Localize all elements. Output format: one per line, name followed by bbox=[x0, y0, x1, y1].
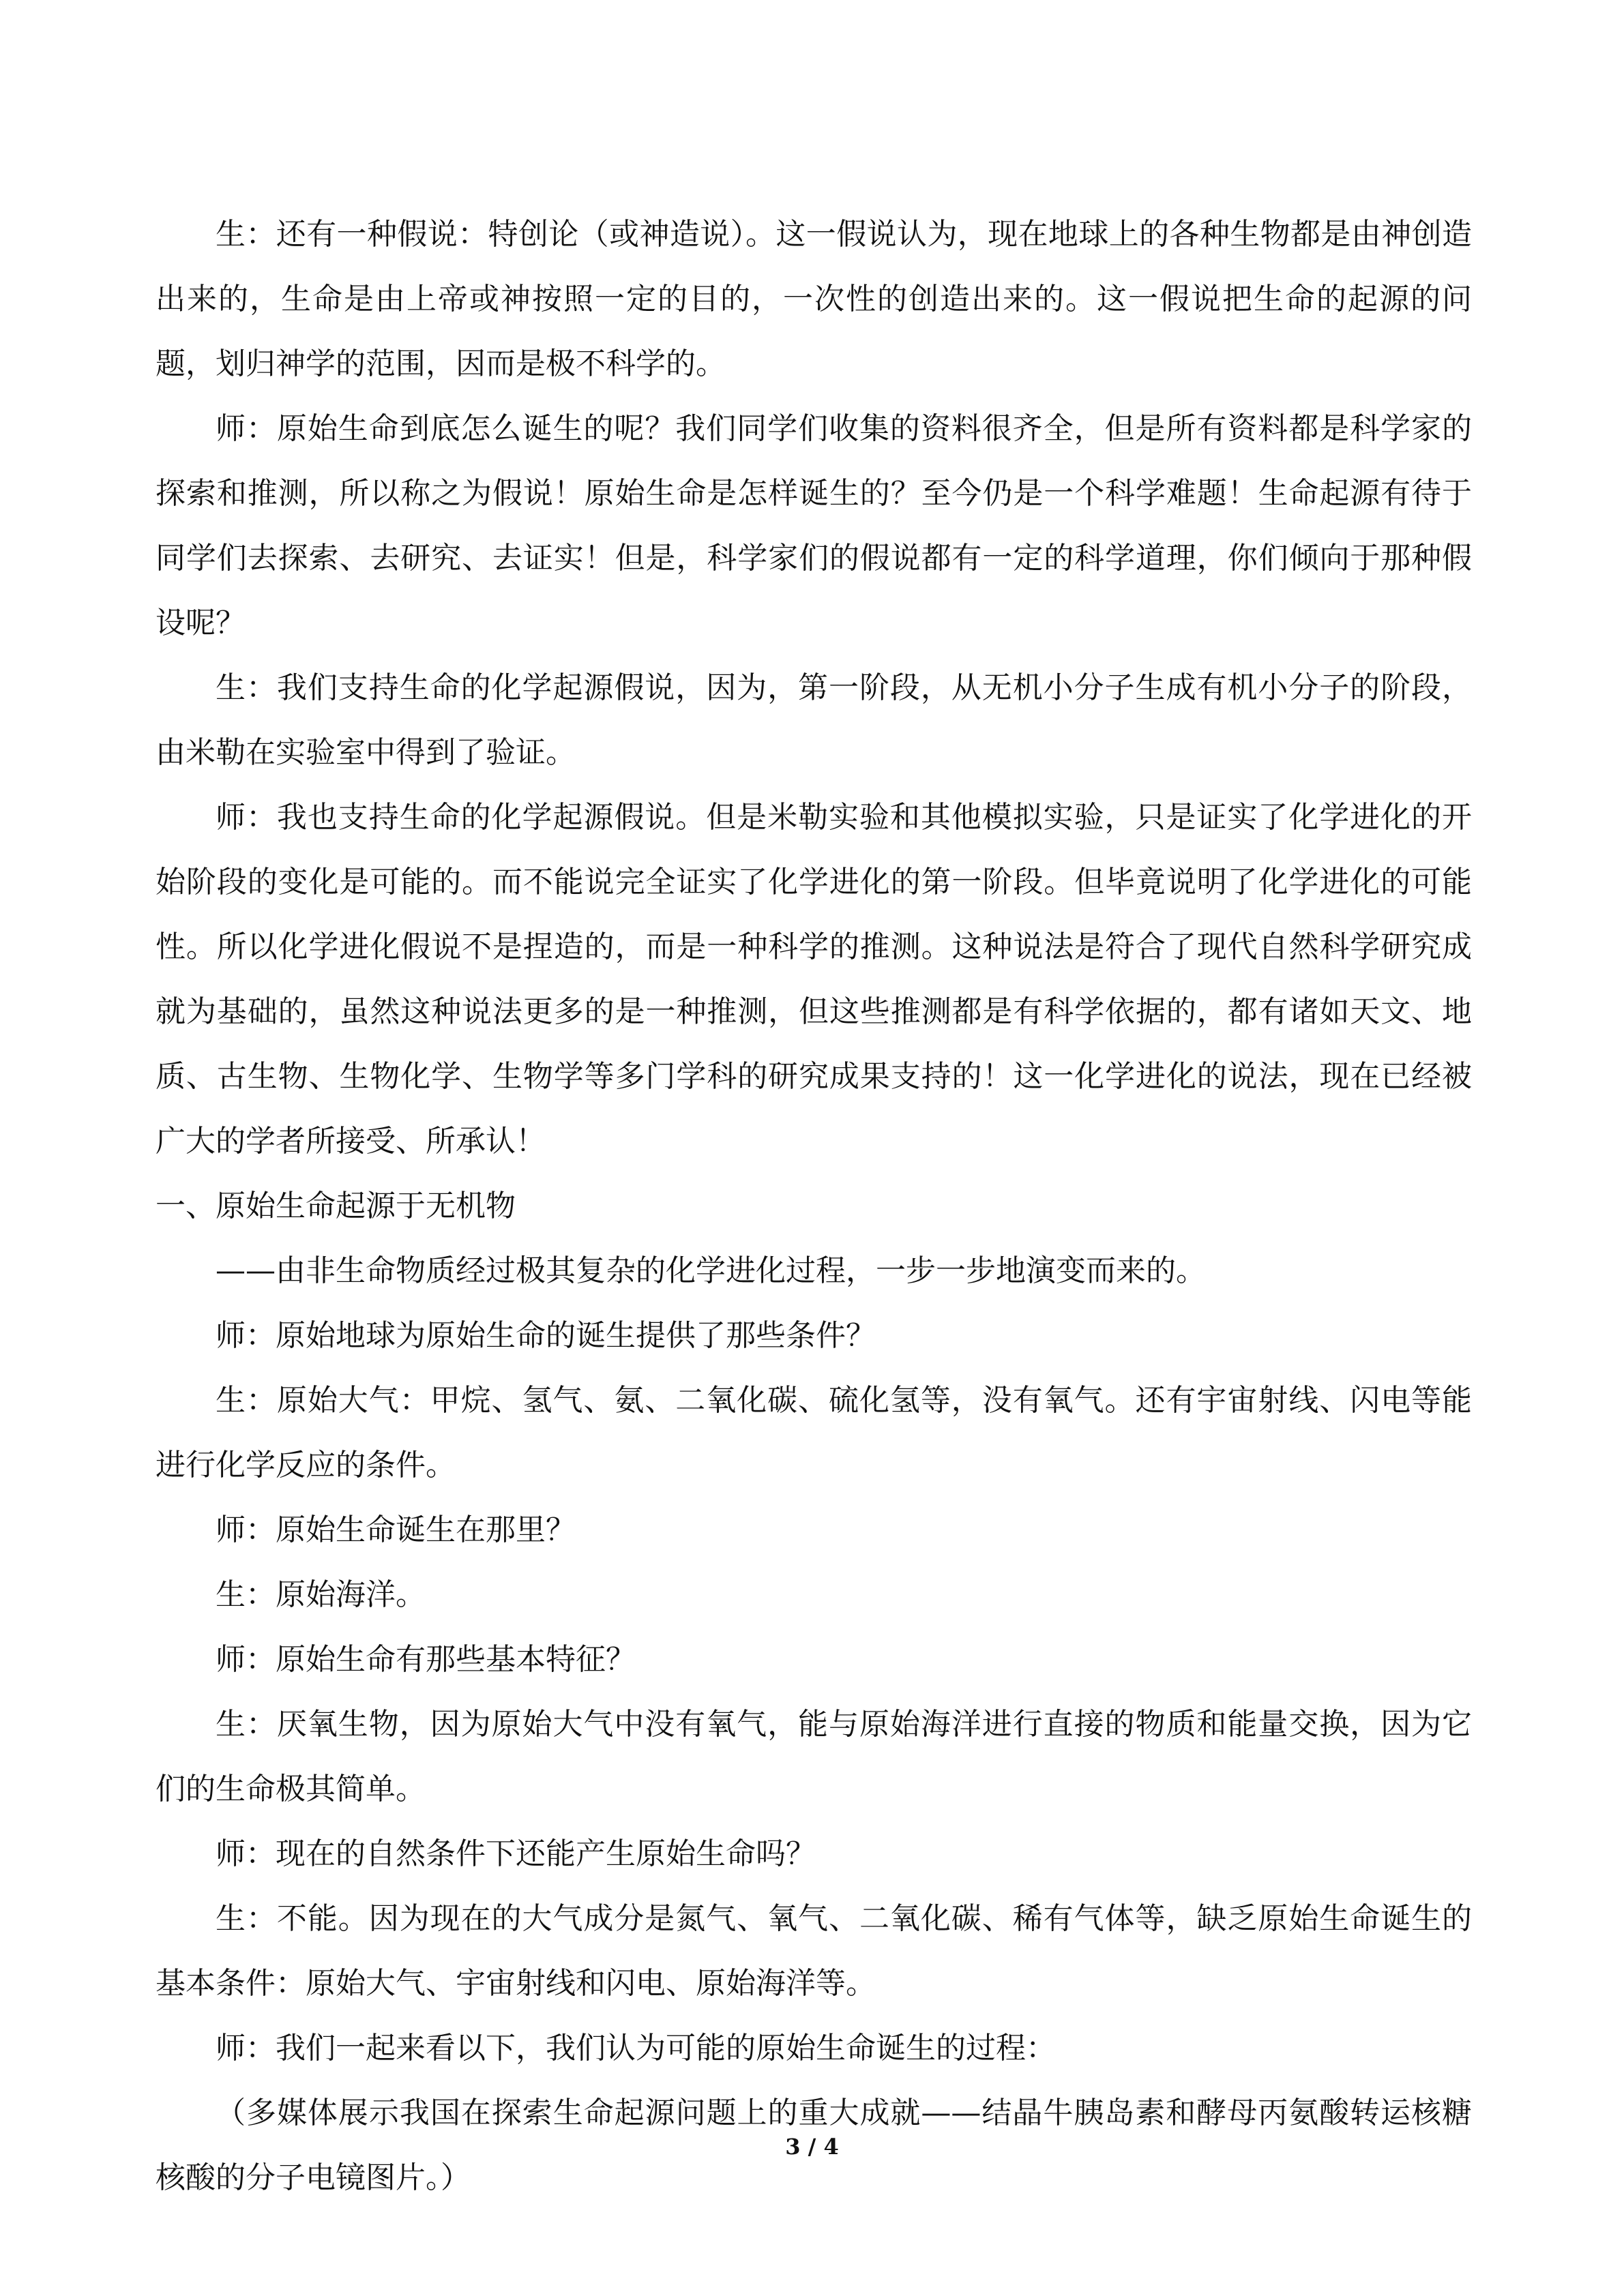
paragraph-2: 师：原始生命到底怎么诞生的呢？我们同学们收集的资料很齐全，但是所有资料都是科学家的探索和推测，所以称之为假说！原始生命是怎样诞生的？至今仍是一个科学难题！生命起源有待于同学们去探索、去研究、去证实！但是，科学家们的假说都有一定的科学道理，你们倾向于那种假设呢？ bbox=[156, 411, 1472, 640]
paragraph-14: 生：不能。因为现在的大气成分是氮气、氧气、二氧化碳、稀有气体等，缺乏原始生命诞生的基本条件：原始大气、宇宙射线和闪电、原始海洋等。 bbox=[156, 1901, 1472, 2001]
paragraph-9: 师：原始生命诞生在那里？ bbox=[216, 1512, 576, 1547]
paragraph-6: ——由非生命物质经过极其复杂的化学进化过程，一步一步地演变而来的。 bbox=[216, 1253, 1206, 1288]
document-body bbox=[156, 202, 1472, 2210]
page-number: 3 / 4 bbox=[785, 2134, 839, 2160]
paragraph-12: 生：厌氧生物，因为原始大气中没有氧气，能与原始海洋进行直接的物质和能量交换，因为它们的生命极其简单。 bbox=[156, 1707, 1472, 1806]
paragraph-15: 师：我们一起来看以下，我们认为可能的原始生命诞生的过程： bbox=[216, 2031, 1056, 2066]
section-heading: 一、原始生命起源于无机物 bbox=[156, 1189, 516, 1223]
paragraph-1: 生：还有一种假说：特创论（或神造说）。这一假说认为，现在地球上的各种生物都是由神创造出来的，生命是由上帝或神按照一定的目的，一次性的创造出来的。这一假说把生命的起源的问题，划归神学的范围，因而是极不科学的。 bbox=[156, 217, 1472, 381]
paragraph-4: 师：我也支持生命的化学起源假说。但是米勒实验和其他模拟实验，只是证实了化学进化的开始阶段的变化是可能的。而不能说完全证实了化学进化的第一阶段。但毕竟说明了化学进化的可能性。所以化学进化假说不是捏造的，而是一种科学的推测。这种说法是符合了现代自然科学研究成就为基础的，虽然这种说法更多的是一种推测，但这些推测都是有科学依据的，都有诸如天文、地质、古生物、生物化学、生物学等多门学科的研究成果支持的！这一化学进化的说法，现在已经被广大的学者所接受、所承认！ bbox=[156, 800, 1472, 1159]
paragraph-16: （多媒体展示我国在探索生命起源问题上的重大成就——结晶牛胰岛素和酵母丙氨酸转运核糖核酸的分子电镜图片。） bbox=[156, 2096, 1472, 2195]
paragraph-13: 师：现在的自然条件下还能产生原始生命吗？ bbox=[216, 1836, 816, 1871]
paragraph-7: 师：原始地球为原始生命的诞生提供了那些条件？ bbox=[216, 1318, 876, 1353]
paragraph-10: 生：原始海洋。 bbox=[216, 1577, 426, 1612]
paragraph-8: 生：原始大气：甲烷、氢气、氨、二氧化碳、硫化氢等，没有氧气。还有宇宙射线、闪电等能进行化学反应的条件。 bbox=[156, 1383, 1472, 1482]
paragraph-3: 生：我们支持生命的化学起源假说，因为，第一阶段，从无机小分子生成有机小分子的阶段，由米勒在实验室中得到了验证。 bbox=[156, 670, 1472, 770]
paragraph-11: 师：原始生命有那些基本特征？ bbox=[216, 1642, 636, 1677]
